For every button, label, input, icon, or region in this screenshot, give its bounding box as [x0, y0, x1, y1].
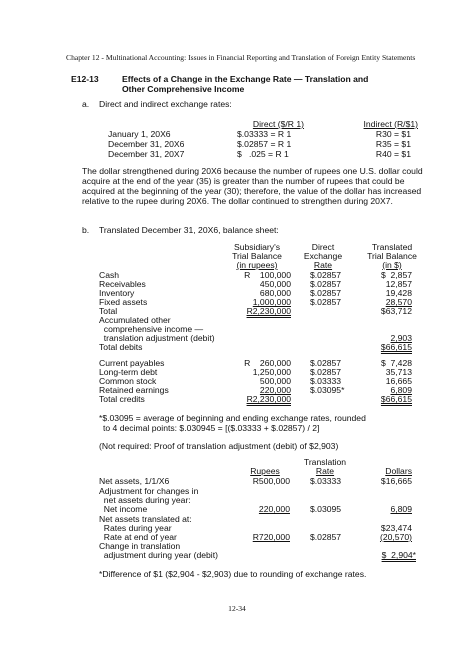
- part-b-intro: Translated December 31, 20X6, balance sheet:: [99, 225, 279, 235]
- dollar-amount: (20,570): [379, 532, 412, 542]
- col-header-subsidiary: Subsidiary's: [233, 242, 281, 252]
- row-label: Rates during year: [99, 523, 172, 533]
- part-a-explanation: The dollar strengthened during 20X6 because the number of rupees one U.S. dollar could acquire at the end of the year (35) is greater than the number of rupees that could be acquired at the beginning of the year (30); therefore, the value of the dollar has increased relative to the rupee during 20X6. The dollar continued to strengthen during 20X7.: [82, 166, 423, 206]
- col-header-translated: Translated: [371, 242, 413, 252]
- dollar-amount: 28,570: [385, 297, 412, 307]
- row-label: Rate at end of year: [99, 532, 177, 542]
- col-header-translated: (in $): [382, 260, 402, 270]
- row-label: Total: [99, 306, 118, 316]
- proof-col-header-rate: Rate: [315, 466, 335, 476]
- rate-date: January 1, 20X6: [108, 129, 171, 139]
- rupees-amount: R2,230,000: [246, 306, 291, 316]
- part-a-intro: Direct and indirect exchange rates:: [99, 99, 232, 109]
- rupees-amount: 500,000: [259, 376, 291, 386]
- dollar-amount: $66,615: [380, 394, 412, 404]
- rate-date: December 31, 20X6: [108, 139, 185, 149]
- row-label: Total credits: [99, 394, 145, 404]
- col-header-rate: Direct: [311, 242, 335, 252]
- rupees-amount: R 260,000: [244, 358, 291, 368]
- row-label: Long-term debt: [99, 367, 158, 377]
- dollar-amount: 35,713: [385, 367, 412, 377]
- row-label: Net assets translated at:: [99, 514, 192, 524]
- rupees-amount: R500,000: [252, 476, 290, 486]
- dollar-amount: $23,474: [380, 523, 412, 533]
- indirect-rate: R35 = $1: [375, 139, 411, 149]
- proof-footnote: *Difference of $1 ($2,904 - $2,903) due to rounding of exchange rates.: [99, 569, 367, 579]
- indirect-rate: R30 = $1: [375, 129, 411, 139]
- dollar-amount: $16,665: [380, 476, 412, 486]
- rate-footnote-line1: *$.03095 = average of beginning and ending exchange rates, rounded: [99, 413, 366, 423]
- rupees-amount: R720,000: [252, 532, 290, 542]
- proof-col-header-rupees: Rupees: [250, 466, 280, 476]
- row-label: Total debits: [99, 342, 143, 352]
- proof-title: (Not required: Proof of translation adjustment (debit) of $2,903): [99, 441, 339, 451]
- row-label: comprehensive income —: [99, 324, 204, 334]
- indirect-rate-header: Indirect (R/$1): [363, 119, 418, 129]
- row-label: Retained earnings: [99, 385, 169, 395]
- row-label: Change in translation: [99, 541, 181, 551]
- rate-value: $.03333: [310, 476, 342, 486]
- rate-value: $.02857: [310, 532, 342, 542]
- indirect-rate: R40 = $1: [375, 149, 411, 159]
- exercise-code: E12-13: [71, 74, 99, 84]
- rate-value: $.03095: [310, 504, 342, 514]
- dollar-amount: 12,857: [385, 279, 412, 289]
- dollar-amount: 19,428: [385, 288, 412, 298]
- col-header-translated: Trial Balance: [367, 251, 417, 261]
- proof-col-header-rate: Translation: [303, 457, 347, 467]
- col-header-rate: Rate: [313, 260, 333, 270]
- row-label: Receivables: [99, 279, 146, 289]
- row-label: net assets during year:: [99, 495, 191, 505]
- dollar-amount: $66,615: [380, 342, 412, 352]
- part-a-letter: a.: [82, 99, 90, 109]
- rupees-amount: 1,000,000: [252, 297, 291, 307]
- row-label: Net income: [99, 504, 148, 514]
- rupees-amount: 450,000: [259, 279, 291, 289]
- row-label: Cash: [99, 270, 120, 280]
- rate-value: $.03333: [310, 376, 342, 386]
- exercise-title-line2: Other Comprehensive Income: [122, 84, 245, 94]
- dollar-amount: $ 2,904*: [381, 550, 416, 560]
- direct-rate: $.02857 = R 1: [237, 139, 292, 149]
- rate-value: $.02857: [310, 288, 342, 298]
- part-b-letter: b.: [82, 225, 90, 235]
- dollar-amount: 16,665: [385, 376, 412, 386]
- proof-col-header-dollars: Dollars: [385, 466, 412, 476]
- dollar-amount: 2,903: [390, 333, 412, 343]
- rupees-amount: R2,230,000: [246, 394, 291, 404]
- row-label: Common stock: [99, 376, 157, 386]
- dollar-amount: 6,809: [390, 385, 412, 395]
- rupees-amount: 220,000: [259, 385, 291, 395]
- rate-value: $.02857: [310, 279, 342, 289]
- rupees-amount: R 100,000: [244, 270, 291, 280]
- row-label: translation adjustment (debit): [99, 333, 215, 343]
- rate-date: December 31, 20X7: [108, 149, 185, 159]
- chapter-header: Chapter 12 - Multinational Accounting: Issues in Financial Reporting and Translation of Foreign Entity Statements: [66, 53, 416, 62]
- rate-footnote-line2: to 4 decimal points: $.030945 = [($.03333 + $.02857) / 2]: [103, 423, 320, 433]
- row-label: Fixed assets: [99, 297, 148, 307]
- rate-value: $.02857: [310, 358, 342, 368]
- dollar-amount: 6,809: [390, 504, 412, 514]
- dollar-amount: $ 2,857: [380, 270, 412, 280]
- rate-value: $.02857: [310, 270, 342, 280]
- rate-value: $.02857: [310, 297, 342, 307]
- page-number: 12-34: [228, 604, 246, 613]
- rupees-amount: 680,000: [259, 288, 291, 298]
- row-label: Current payables: [99, 358, 165, 368]
- col-header-subsidiary: (in rupees): [236, 260, 278, 270]
- rupees-amount: 1,250,000: [252, 367, 291, 377]
- dollar-amount: $63,712: [380, 306, 412, 316]
- rate-value: $.02857: [310, 367, 342, 377]
- direct-rate: $ .025 = R 1: [237, 149, 289, 159]
- col-header-rate: Exchange: [303, 251, 343, 261]
- row-label: adjustment during year (debit): [99, 550, 218, 560]
- row-label: Net assets, 1/1/X6: [99, 476, 170, 486]
- direct-rate-header: Direct ($/R 1): [252, 119, 304, 129]
- col-header-subsidiary: Trial Balance: [232, 251, 282, 261]
- direct-rate: $.03333 = R 1: [237, 129, 292, 139]
- row-label: Adjustment for changes in: [99, 486, 199, 496]
- rupees-amount: 220,000: [258, 504, 290, 514]
- rate-value: $.03095*: [310, 385, 345, 395]
- exercise-title-line1: Effects of a Change in the Exchange Rate — Translation and: [122, 74, 369, 84]
- row-label: Accumulated other: [99, 315, 171, 325]
- row-label: Inventory: [99, 288, 135, 298]
- dollar-amount: $ 7,428: [380, 358, 412, 368]
